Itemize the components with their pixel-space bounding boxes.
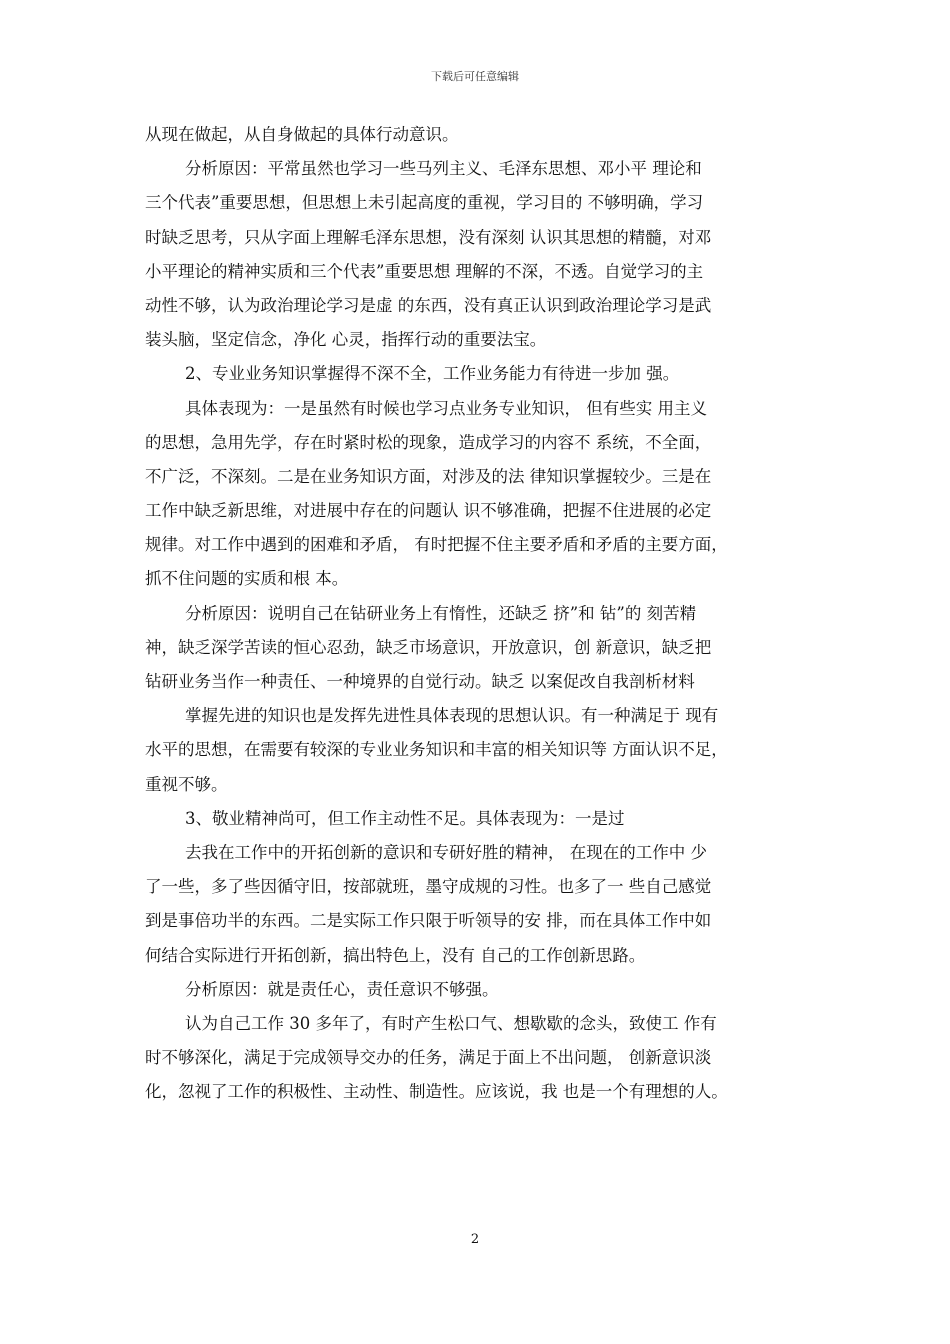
text-line: 装头脑，坚定信念，净化 心灵，指挥行动的重要法宝。 xyxy=(145,330,547,350)
text-line: 抓不住问题的实质和根 本。 xyxy=(145,569,349,589)
text-line: 2、专业业务知识掌握得不深不全，工作业务能力有待进一步加 强。 xyxy=(185,364,680,384)
text-line: 到是事倍功半的东西。二是实际工作只限于听领导的安 排，而在具体工作中如 xyxy=(145,911,712,931)
text-line: 化，忽视了工作的积极性、主动性、制造性。应该说，我 也是一个有理想的人。 xyxy=(145,1082,728,1102)
text-line: 时不够深化，满足于完成领导交办的任务，满足于面上不出问题， 创新意识淡 xyxy=(145,1048,712,1068)
text-line: 具体表现为：一是虽然有时候也学习点业务专业知识， 但有些实 用主义 xyxy=(185,398,707,418)
text-line: 认为自己工作 30 多年了，有时产生松口气、想歇歇的念头，致使工 作有 xyxy=(185,1013,717,1033)
text-line: 小平理论的精神实质和三个代表”重要思想 理解的不深，不透。自觉学习的主 xyxy=(145,261,704,281)
text-line: 水平的思想，在需要有较深的专业业务知识和丰富的相关知识等 方面认识不足， xyxy=(145,740,728,760)
text-line: 神，缺乏深学苦读的恒心忍劲，缺乏市场意识，开放意识，创 新意识，缺乏把 xyxy=(145,637,712,657)
text-line: 工作中缺乏新思维，对进展中存在的问题认 识不够准确，把握不住进展的必定 xyxy=(145,501,712,521)
text-line: 时缺乏思考，只从字面上理解毛泽东思想，没有深刻 认识其思想的精髓，对邓 xyxy=(145,227,712,247)
page-number: 2 xyxy=(470,1232,480,1247)
text-line: 重视不够。 xyxy=(145,774,228,794)
text-line: 钻研业务当作一种责任、一种境界的自觉行动。缺乏 以案促改自我剖析材料 xyxy=(145,672,695,691)
text-line: 分析原因：就是责任心，责任意识不够强。 xyxy=(185,979,499,999)
text-line: 3、敬业精神尚可，但工作主动性不足。具体表现为：一是过 xyxy=(185,808,625,828)
text-line: 了一些，多了些因循守旧，按部就班，墨守成规的习性。也多了一 些自己感觉 xyxy=(145,877,712,897)
text-line: 三个代表”重要思想，但思想上未引起高度的重视，学习目的 不够明确，学习 xyxy=(145,193,704,213)
text-line: 掌握先进的知识也是发挥先进性具体表现的思想认识。有一种满足于 现有 xyxy=(185,706,719,726)
page-header: 下载后可任意编辑 xyxy=(431,70,519,83)
text-line: 从现在做起，从自身做起的具体行动意识。 xyxy=(145,125,459,144)
text-line: 分析原因：说明自己在钻研业务上有惰性，还缺乏 挤”和 钻”的 刻苦精 xyxy=(185,603,697,623)
text-line: 的思想，急用先学，存在时紧时松的现象，造成学习的内容不 系统，不全面， xyxy=(145,432,712,452)
text-line: 何结合实际进行开拓创新，搞出特色上，没有 自己的工作创新思路。 xyxy=(145,945,646,965)
text-line: 规律。对工作中遇到的困难和矛盾， 有时把握不住主要矛盾和矛盾的主要方面， xyxy=(145,535,728,555)
text-line: 去我在工作中的开拓创新的意识和专研好胜的精神， 在现在的工作中 少 xyxy=(185,842,707,862)
body-text xyxy=(145,118,825,1109)
text-line: 分析原因：平常虽然也学习一些马列主义、毛泽东思想、邓小平 理论和 xyxy=(185,159,702,179)
text-line: 动性不够，认为政治理论学习是虚 的东西，没有真正认识到政治理论学习是武 xyxy=(145,295,712,315)
text-line: 不广泛，不深刻。二是在业务知识方面，对涉及的法 律知识掌握较少。三是在 xyxy=(145,466,712,486)
